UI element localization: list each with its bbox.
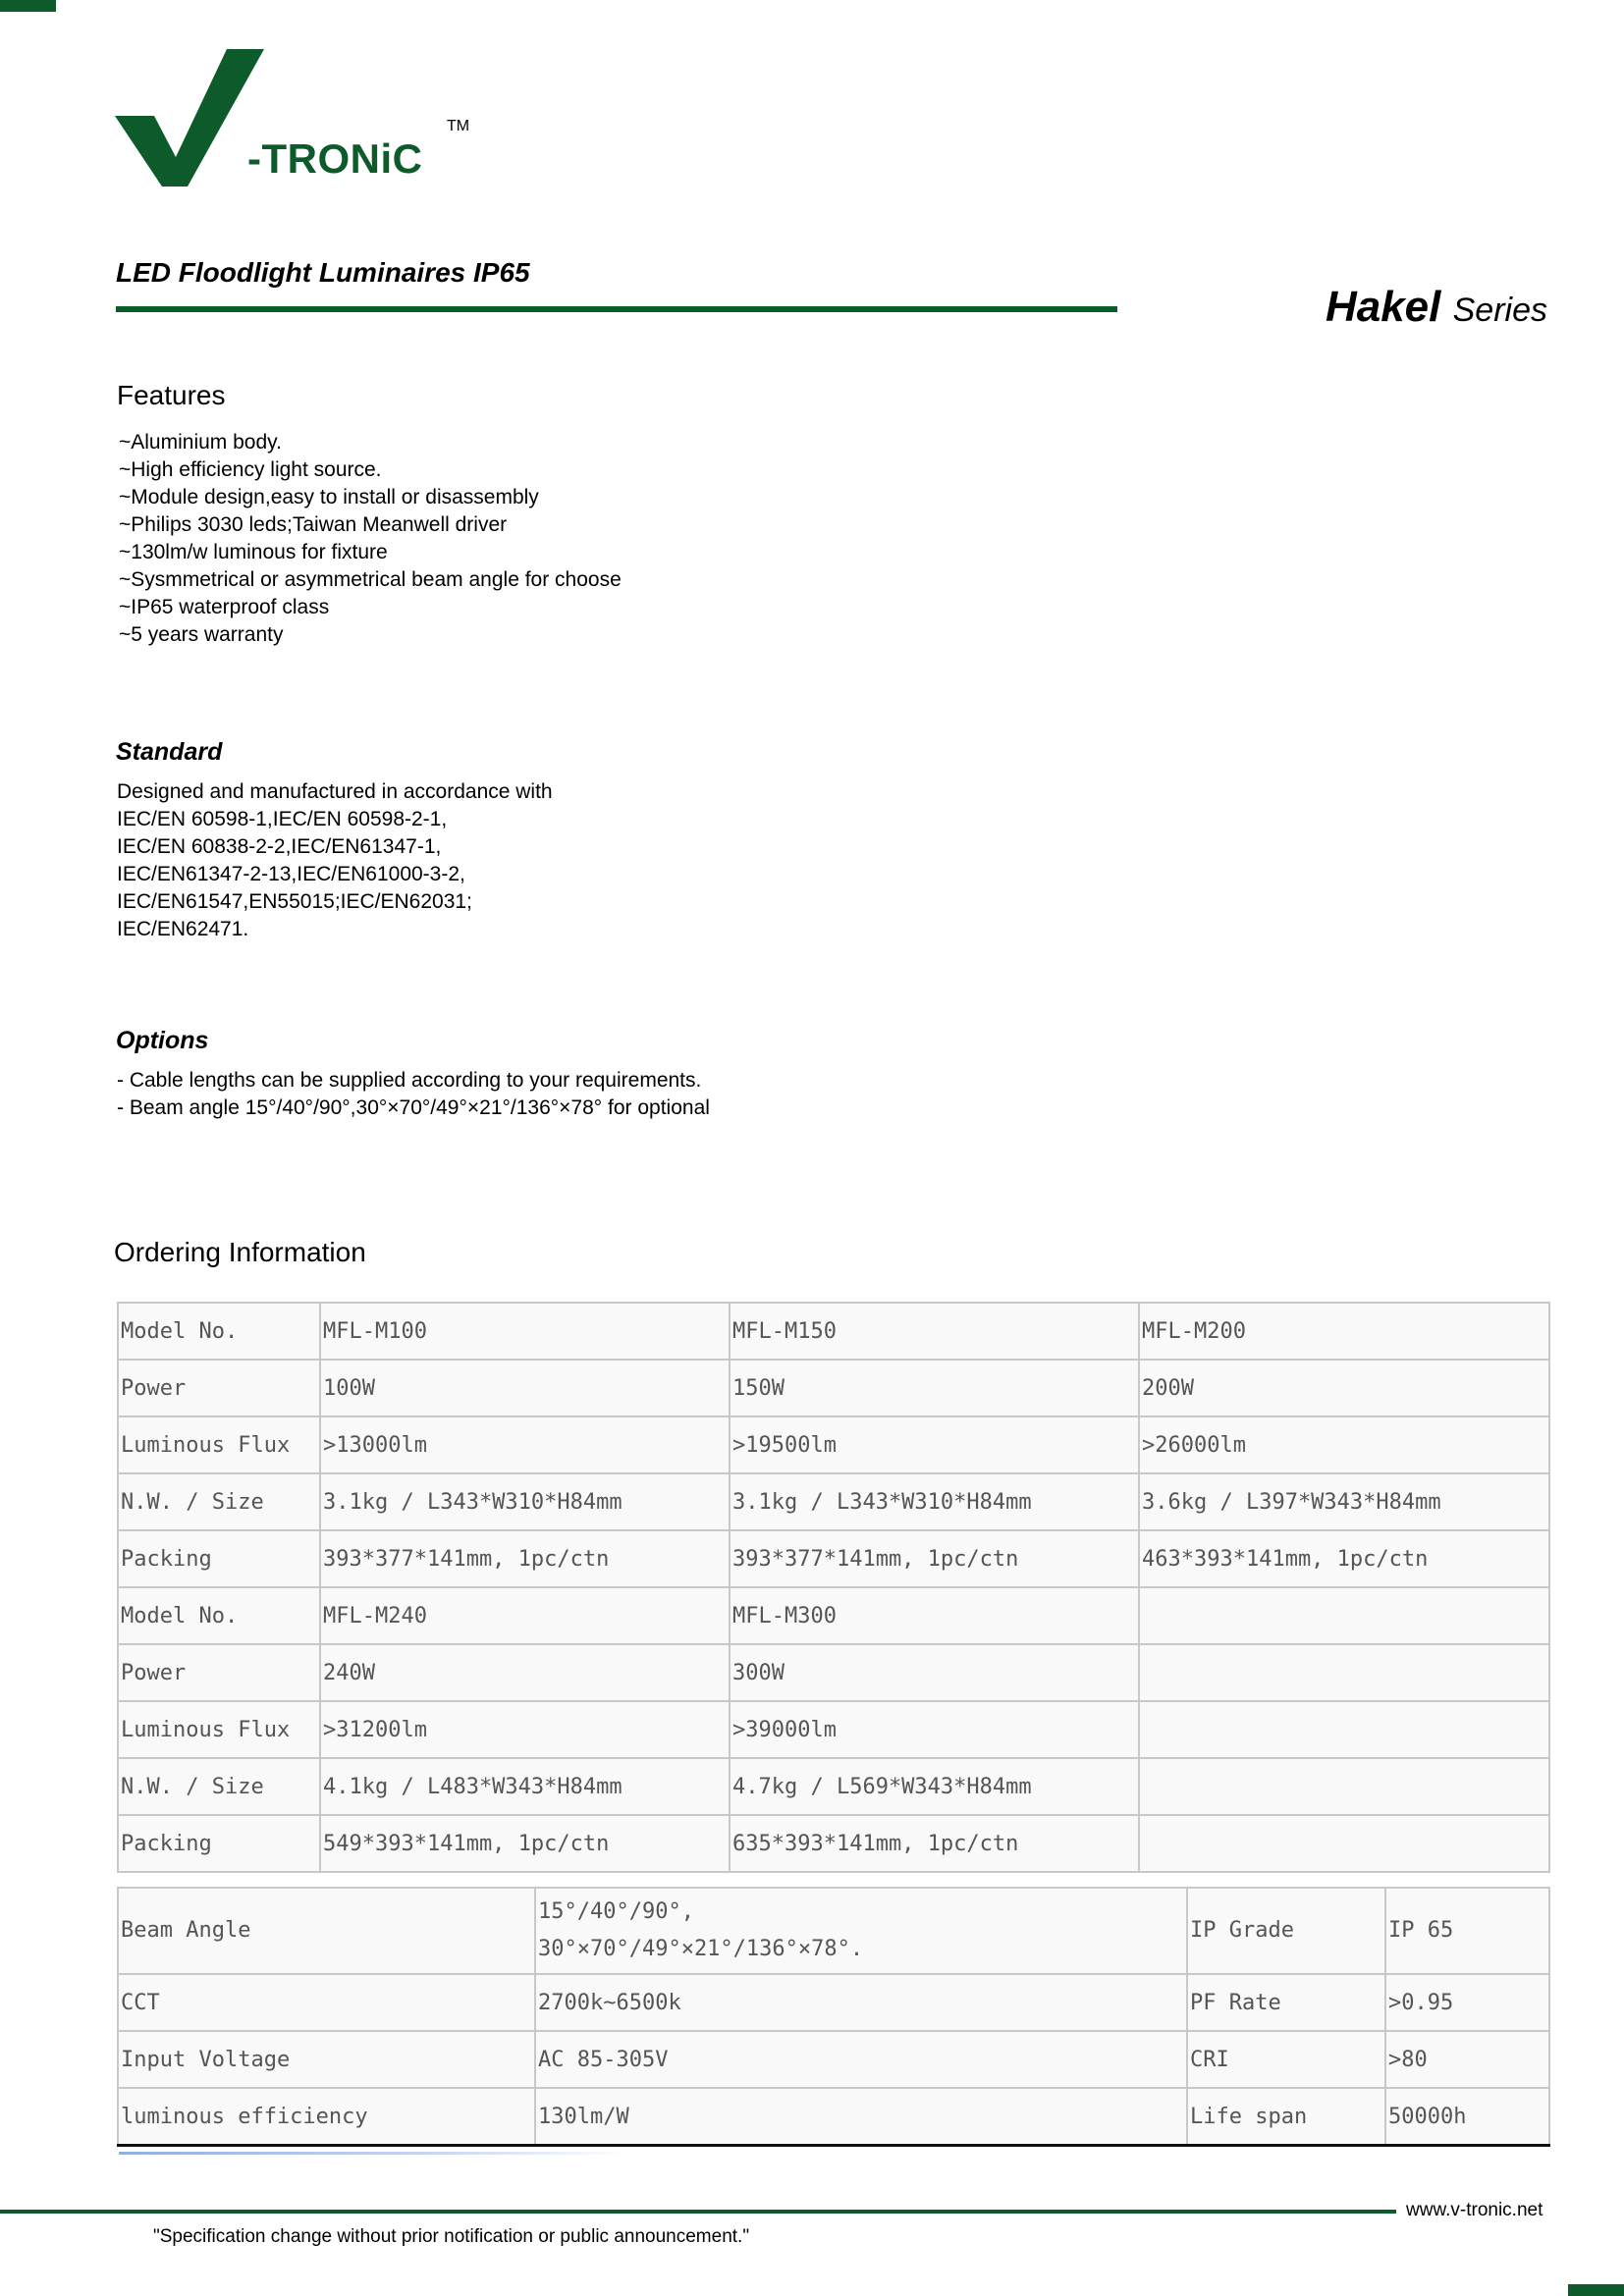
table-row [118,1416,1549,1473]
row-label: N.W. / Size [118,1758,320,1815]
table-cell: MFL-M200 [1139,1303,1549,1360]
table-cell: >26000lm [1139,1416,1549,1473]
row-label: Luminous Flux [118,1416,320,1473]
table-row [118,1587,1549,1644]
table-row [118,1303,1549,1360]
row-label: N.W. / Size [118,1473,320,1530]
table-row [118,1473,1549,1530]
spec-value: IP 65 [1385,1888,1549,1974]
table-row [118,1701,1549,1758]
feature-item: ~5 years warranty [119,623,284,646]
table-row [118,1888,1549,1974]
table-cell: >19500lm [730,1416,1139,1473]
table-cell: 200W [1139,1360,1549,1416]
table-cell: 463*393*141mm, 1pc/ctn [1139,1530,1549,1587]
table-bottom-accent [119,2152,629,2155]
table-cell: 240W [320,1644,730,1701]
row-label: Model No. [118,1587,320,1644]
spec-label: Input Voltage [118,2031,535,2088]
standard-line: IEC/EN61347-2-13,IEC/EN61000-3-2, [117,863,465,885]
table-cell: 3.6kg / L397*W343*H84mm [1139,1473,1549,1530]
spec-value [535,1888,1187,1974]
features-heading: Features [117,380,226,410]
feature-item: ~Module design,easy to install or disassembly [119,486,539,508]
table-cell: MFL-M300 [730,1587,1139,1644]
table-row [118,1974,1549,2031]
row-label: Luminous Flux [118,1701,320,1758]
spec-value: >80 [1385,2031,1549,2088]
series-word: Series [1452,292,1547,329]
document-title: LED Floodlight Luminaires IP65 [116,257,530,288]
table-cell: 549*393*141mm, 1pc/ctn [320,1815,730,1872]
spec-value: 130lm/W [535,2088,1187,2146]
table-cell: 393*377*141mm, 1pc/ctn [730,1530,1139,1587]
table-cell: MFL-M100 [320,1303,730,1360]
feature-item: ~Sysmmetrical or asymmetrical beam angle for choose [119,568,622,591]
standard-text [117,778,553,943]
standard-heading: Standard [116,738,223,766]
series-name: Hakel [1325,283,1441,331]
table-cell: >31200lm [320,1701,730,1758]
table-cell: MFL-M150 [730,1303,1139,1360]
footer-disclaimer: "Specification change without prior notification or public announcement." [153,2226,750,2247]
table-row [118,2088,1549,2146]
table-cell [1139,1644,1549,1701]
corner-accent-bottom [1568,2284,1624,2296]
row-label: Power [118,1644,320,1701]
table-row [118,2031,1549,2088]
brand-name: -TRONiC [247,135,423,182]
table-cell: 150W [730,1360,1139,1416]
trademark: TM [447,118,470,134]
spec-label: Beam Angle [118,1888,535,1974]
table-cell: >13000lm [320,1416,730,1473]
standard-line: IEC/EN61547,EN55015;IEC/EN62031; [117,890,472,913]
spec-value-line: 30°×70°/49°×21°/136°×78°. [538,1937,864,1961]
table-row [118,1815,1549,1872]
table-cell: 393*377*141mm, 1pc/ctn [320,1530,730,1587]
ordering-heading: Ordering Information [114,1237,366,1267]
options-text [117,1067,710,1122]
table-cell [1139,1758,1549,1815]
feature-item: ~Philips 3030 leds;Taiwan Meanwell driver [119,513,508,536]
feature-item: ~IP65 waterproof class [119,596,330,618]
website-link[interactable]: www.v-tronic.net [1406,2200,1543,2220]
table-cell: 300W [730,1644,1139,1701]
corner-accent-top [0,0,56,12]
table-cell: 4.7kg / L569*W343*H84mm [730,1758,1139,1815]
feature-item: ~130lm/w luminous for fixture [119,541,388,563]
options-heading: Options [116,1027,209,1054]
spec-label: CCT [118,1974,535,2031]
table-cell: 100W [320,1360,730,1416]
spec-value: >0.95 [1385,1974,1549,2031]
specifications-table [117,1887,1550,2147]
row-label: Power [118,1360,320,1416]
standard-line: IEC/EN 60598-1,IEC/EN 60598-2-1, [117,808,448,830]
row-label: Packing [118,1815,320,1872]
options-line: - Beam angle 15°/40°/90°,30°×70°/49°×21°/136°×78° for optional [117,1096,710,1119]
table-cell: 3.1kg / L343*W310*H84mm [320,1473,730,1530]
spec-value-line: 15°/40°/90°, [538,1899,694,1924]
row-label: Packing [118,1530,320,1587]
options-line: - Cable lengths can be supplied according to your requirements. [117,1069,702,1092]
table-cell: 635*393*141mm, 1pc/ctn [730,1815,1139,1872]
spec-label: PF Rate [1187,1974,1385,2031]
table-cell: 4.1kg / L483*W343*H84mm [320,1758,730,1815]
table-row [118,1360,1549,1416]
feature-item: ~High efficiency light source. [119,458,382,481]
table-cell: MFL-M240 [320,1587,730,1644]
table-cell [1139,1701,1549,1758]
table-row [118,1530,1549,1587]
spec-value: AC 85-305V [535,2031,1187,2088]
table-cell [1139,1815,1549,1872]
spec-label: Life span [1187,2088,1385,2146]
table-row [118,1644,1549,1701]
title-divider [116,306,1117,312]
series-label [1326,283,1547,332]
spec-value: 2700k~6500k [535,1974,1187,2031]
standard-line: IEC/EN 60838-2-2,IEC/EN61347-1, [117,835,442,858]
footer-divider [0,2210,1396,2214]
spec-label: CRI [1187,2031,1385,2088]
brand-logo [115,49,478,191]
features-list [119,429,622,649]
table-row [118,1758,1549,1815]
standard-line: Designed and manufactured in accordance with [117,780,553,803]
spec-label: luminous efficiency [118,2088,535,2146]
ordering-table [117,1302,1550,1873]
standard-line: IEC/EN62471. [117,918,249,940]
table-cell: >39000lm [730,1701,1139,1758]
spec-label: IP Grade [1187,1888,1385,1974]
spec-value: 50000h [1385,2088,1549,2146]
row-label: Model No. [118,1303,320,1360]
table-cell [1139,1587,1549,1644]
table-cell: 3.1kg / L343*W310*H84mm [730,1473,1139,1530]
feature-item: ~Aluminium body. [119,431,282,454]
